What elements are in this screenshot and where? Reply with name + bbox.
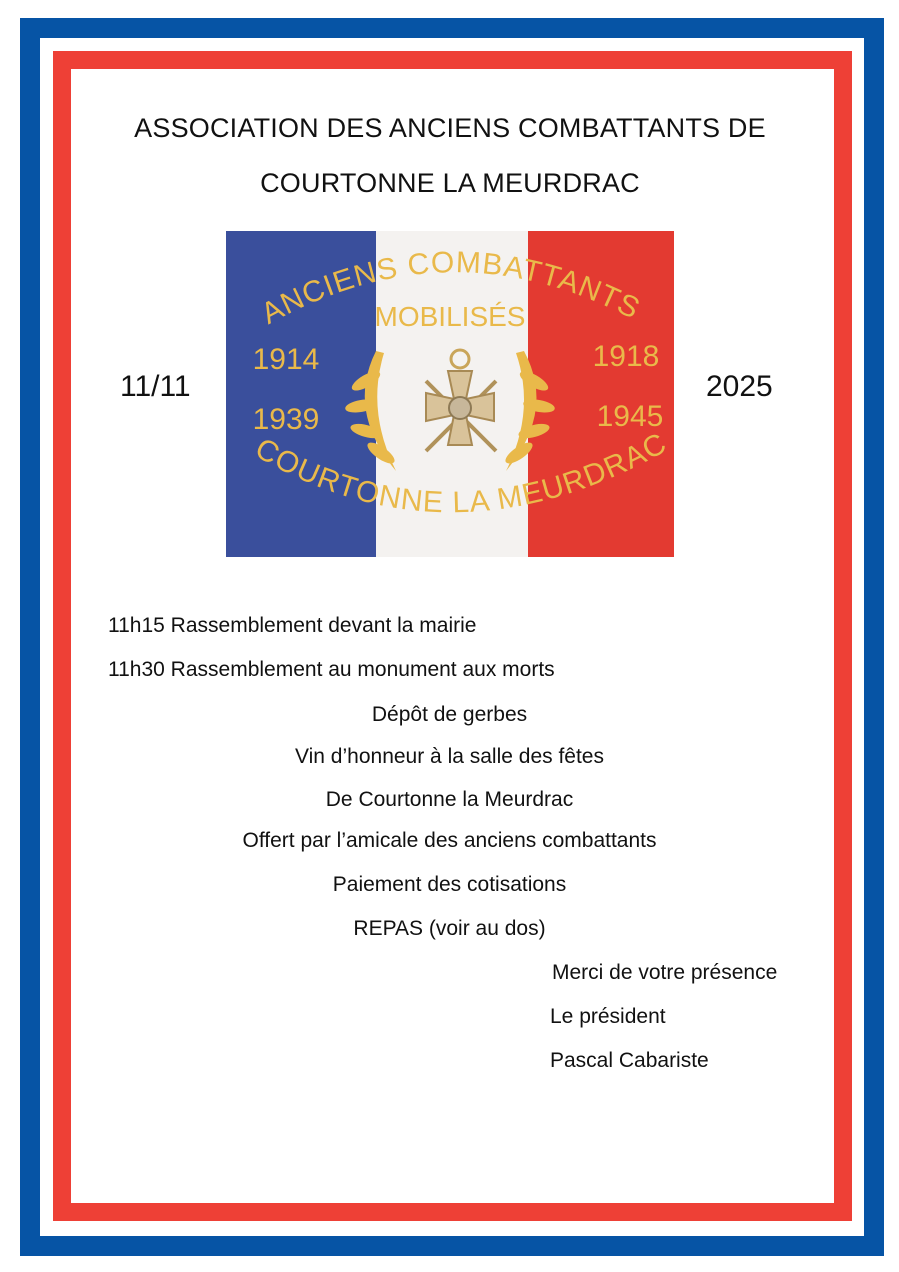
flag-arc-top-text: ANCIENS COMBATTANTS xyxy=(255,245,646,331)
program-item-8: REPAS (voir au dos) xyxy=(353,917,546,940)
flag-mobilises-text: MOBILISÉS xyxy=(374,301,526,332)
program-item-4: Vin d’honneur à la salle des fêtes xyxy=(295,745,604,768)
veterans-flag-image xyxy=(226,231,674,557)
program-item-3: Dépôt de gerbes xyxy=(371,703,528,726)
flag-year-1918: 1918 xyxy=(592,340,660,373)
program-item-2: 11h30 Rassemblement au monument aux morts xyxy=(108,658,555,681)
date-day-month: 11/11 xyxy=(120,370,191,403)
thanks-text: Merci de votre présence xyxy=(552,961,778,984)
title-line-2: COURTONNE LA MEURDRAC xyxy=(260,168,640,198)
flag-year-1914: 1914 xyxy=(252,343,320,376)
program-item-1: 11h15 Rassemblement devant la mairie xyxy=(108,614,477,637)
president-name: Pascal Cabariste xyxy=(550,1049,709,1072)
flag-year-1939: 1939 xyxy=(252,403,320,436)
title-line-1: ASSOCIATION DES ANCIENS COMBATTANTS DE xyxy=(134,113,766,143)
president-label: Le président xyxy=(550,1005,666,1028)
program-item-7: Paiement des cotisations xyxy=(332,873,567,896)
flag-arc-bottom-text: COURTONNE LA MEURDRAC xyxy=(249,426,673,520)
flag-year-1945: 1945 xyxy=(596,400,664,433)
date-year: 2025 xyxy=(706,370,773,403)
program-item-5: De Courtonne la Meurdrac xyxy=(325,788,574,811)
program-item-6: Offert par l’amicale des anciens combattants xyxy=(242,829,657,852)
